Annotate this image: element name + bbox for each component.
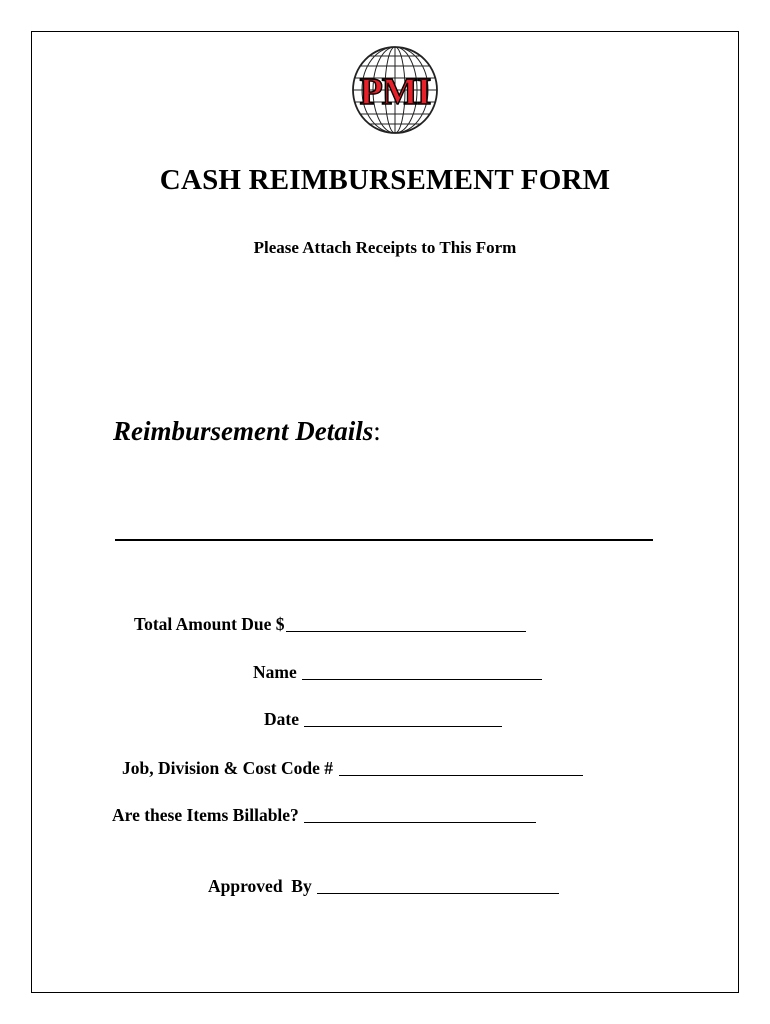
- form-title: CASH REIMBURSEMENT FORM: [159, 164, 611, 196]
- total-amount-field: [134, 614, 526, 635]
- name-field: [253, 662, 542, 683]
- total-amount-label: Total Amount Due $: [134, 614, 285, 634]
- form-subtitle: Please Attach Receipts to This Form: [253, 238, 517, 257]
- billable-field: [112, 805, 536, 826]
- pmi-globe-logo: [350, 44, 440, 136]
- date-field: [264, 709, 502, 730]
- reimbursement-details-heading: [113, 416, 381, 447]
- job-code-input[interactable]: [339, 773, 583, 776]
- billable-label: Are these Items Billable?: [112, 805, 299, 825]
- details-entry-line[interactable]: [115, 539, 653, 541]
- name-label: Name: [253, 662, 297, 682]
- job-code-field: [122, 758, 583, 779]
- approved-by-input[interactable]: [317, 891, 559, 894]
- name-input[interactable]: [302, 677, 542, 680]
- approved-by-label: Approved By: [208, 876, 312, 896]
- date-label: Date: [264, 709, 299, 729]
- total-amount-input[interactable]: [286, 629, 526, 632]
- date-input[interactable]: [304, 724, 502, 727]
- billable-input[interactable]: [304, 820, 536, 823]
- logo-lettering: PMI: [359, 71, 431, 113]
- job-code-label: Job, Division & Cost Code #: [122, 758, 333, 778]
- section-heading-colon: :: [373, 416, 381, 446]
- section-heading-text: Reimbursement Details: [113, 416, 374, 446]
- approved-by-field: [208, 876, 559, 897]
